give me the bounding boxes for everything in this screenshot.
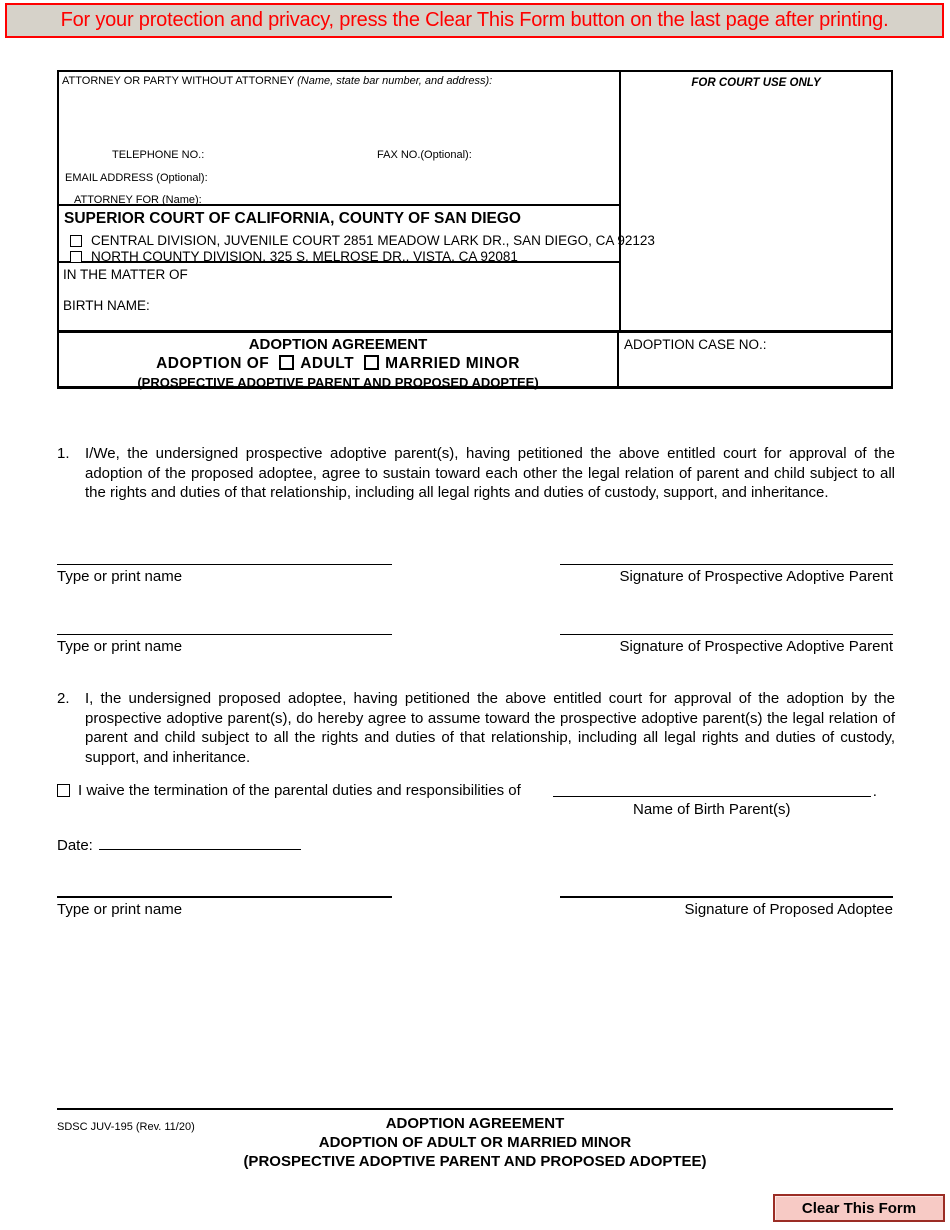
matter-cell[interactable] (59, 263, 619, 330)
central-division-checkbox[interactable] (70, 235, 82, 247)
privacy-banner-text: For your protection and privacy, press the Clear This Form button on the last page after printing. (60, 9, 889, 31)
clear-form-button-label: Clear This Form (801, 1199, 917, 1217)
item-1-paragraph (57, 444, 895, 503)
clear-form-button[interactable] (773, 1194, 945, 1222)
date-row (57, 835, 301, 854)
attorney-label-hint: (Name, state bar number, and address): (297, 75, 493, 87)
waiver-label: I waive the termination of the parental duties and responsibilities of (78, 782, 521, 799)
attorney-cell[interactable] (59, 72, 619, 206)
adult-checkbox[interactable] (279, 355, 294, 370)
signature-row-parent-1 (57, 564, 893, 585)
birth-name-label: BIRTH NAME: (63, 298, 150, 313)
date-line[interactable] (99, 835, 301, 850)
division-row-north (70, 249, 518, 264)
email-label: EMAIL ADDRESS (Optional): (65, 172, 208, 184)
birth-parent-name-line[interactable] (553, 782, 871, 797)
date-label: Date: (57, 837, 93, 854)
court-name: SUPERIOR COURT OF CALIFORNIA, COUNTY OF SAN DIEGO (64, 210, 521, 227)
footer-titles (57, 1114, 893, 1171)
court-use-cell (619, 72, 891, 330)
court-cell (59, 206, 655, 264)
waiver-period: . (872, 783, 877, 800)
item-2-text: I, the undersigned proposed adoptee, having petitioned the above entitled court for approval of the adoption by the prospective adoptive parent(s), do hereby agree to assume toward the prospective adoptive parent(s) the legal relation of parent and child subject to all the rights and duties of that relationship, including all legal rights and duties of custody, support, and inheritance. (85, 690, 895, 766)
attorney-label: ATTORNEY OR PARTY WITHOUT ATTORNEY (Name, state bar number, and address): (62, 75, 493, 87)
type-name-label: Type or print name (57, 568, 183, 585)
case-number-label: ADOPTION CASE NO.: (624, 337, 767, 352)
adult-label: ADULT (300, 355, 355, 372)
birth-parent-label: Name of Birth Parent(s) (632, 801, 791, 818)
item-2-number: 2. (57, 690, 70, 707)
in-the-matter-label: IN THE MATTER OF (63, 267, 188, 282)
type-name-label: Type or print name (57, 901, 183, 918)
item-2-paragraph (57, 689, 895, 767)
court-use-label: FOR COURT USE ONLY (691, 77, 821, 89)
signature-label: Signature of Prospective Adoptive Parent (619, 568, 893, 585)
item-1-number: 1. (57, 445, 70, 462)
central-division-label: CENTRAL DIVISION, JUVENILE COURT 2851 MEADOW LARK DR., SAN DIEGO, CA 92123 (91, 233, 655, 248)
married-minor-label: MARRIED MINOR (385, 355, 520, 372)
signature-row-parent-2 (57, 634, 893, 655)
signature-label: Signature of Prospective Adoptive Parent (619, 638, 893, 655)
division-row-central (70, 233, 655, 248)
signature-row-adoptee (57, 896, 893, 918)
waiver-checkbox[interactable] (57, 784, 70, 797)
adoption-of-label: ADOPTION OF (156, 355, 270, 372)
caption-table (57, 70, 893, 389)
footer-title-line3: (PROSPECTIVE ADOPTIVE PARENT AND PROPOSED ADOPTEE) (243, 1153, 707, 1170)
form-title-cell (59, 333, 619, 390)
north-county-division-checkbox[interactable] (70, 251, 82, 263)
footer-title-line2: ADOPTION OF ADULT OR MARRIED MINOR (318, 1134, 632, 1151)
waiver-row (57, 782, 893, 818)
form-id: SDSC JUV-195 (Rev. 11/20) (57, 1121, 195, 1133)
item-1-text: I/We, the undersigned prospective adoptive parent(s), having petitioned the above entitled court for approval of the adoption of the proposed adoptee, agree to sustain toward each other the legal relation of parent and child subject to all the rights and duties of that relationship, including all legal rights and duties of custody, support, and inheritance. (85, 445, 895, 501)
form-title-line1: ADOPTION AGREEMENT (248, 336, 428, 353)
fax-label: FAX NO.(Optional): (377, 149, 472, 161)
case-number-cell[interactable] (619, 333, 891, 386)
north-county-division-label: NORTH COUNTY DIVISION, 325 S. MELROSE DR., VISTA, CA 92081 (91, 249, 518, 264)
footer-rule (57, 1108, 893, 1110)
footer-title-line1: ADOPTION AGREEMENT (385, 1115, 565, 1132)
form-title-line2 (59, 354, 617, 374)
married-minor-checkbox[interactable] (364, 355, 379, 370)
form-title-line3: (PROSPECTIVE ADOPTIVE PARENT AND PROPOSED ADOPTEE) (137, 375, 539, 390)
telephone-label: TELEPHONE NO.: (112, 149, 205, 161)
signature-label: Signature of Proposed Adoptee (684, 901, 893, 918)
type-name-label: Type or print name (57, 638, 183, 655)
attorney-for-label: ATTORNEY FOR (Name): (74, 194, 202, 206)
privacy-banner (5, 3, 944, 38)
